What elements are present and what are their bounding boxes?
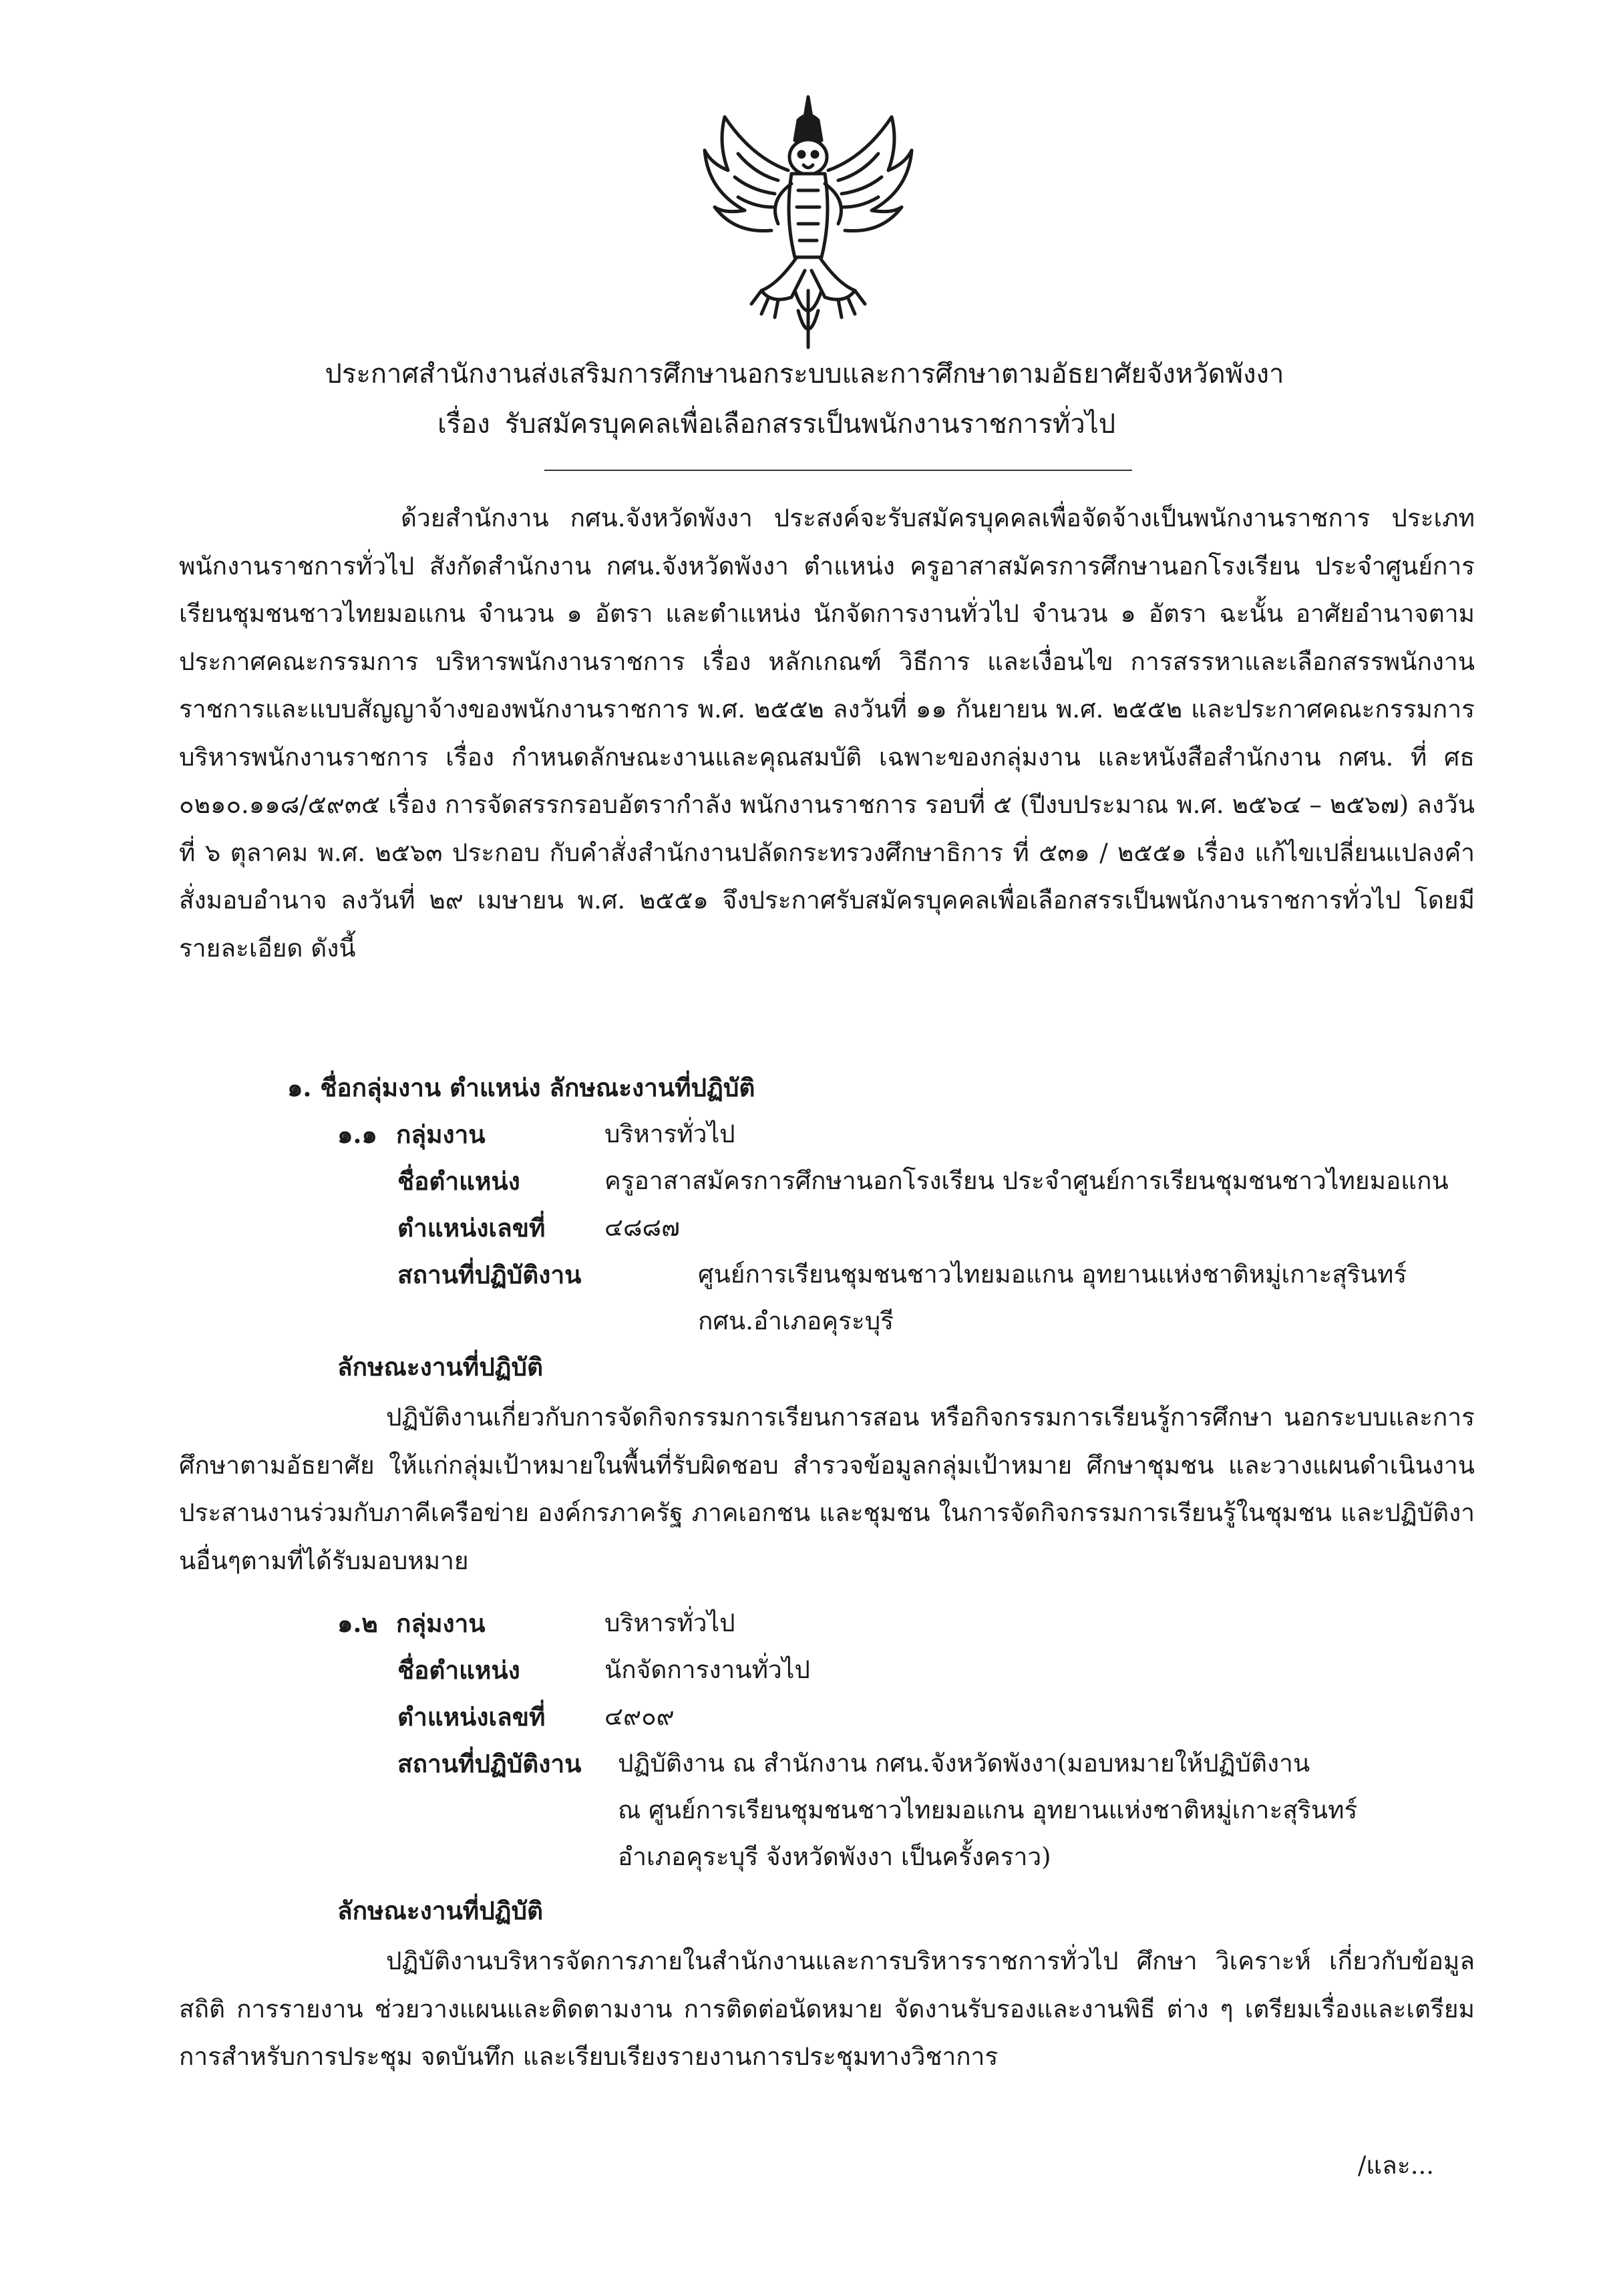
- position-label: ชื่อตำแหน่ง: [397, 1655, 520, 1685]
- intro-paragraph: ด้วยสำนักงาน กศน.จังหวัดพังงา ประสงค์จะรับสมัครบุคคลเพื่อจัดจ้างเป็นพนักงานราชการ ประเภทพนักงานราชการทั่วไป สังกัดสำนักงาน กศน.จังหวัดพังงา ตำแหน่ง ครูอาสาสมัครการศึกษานอกโรงเรียน ประจำศูนย์การเรียนชุมชนชาวไทยมอแกน จำนวน ๑ อัตรา และตำแหน่ง นักจัดการงานทั่วไป จำนวน ๑ อัตรา ฉะนั้น อาศัยอำนาจตามประกาศคณะกรรมการ บริหารพนักงานราชการ เรื่อง หลักเกณฑ์ วิธีการ และเงื่อนไข การสรรหาและเลือกสรรพนักงานราชการและแบบสัญญาจ้างของพนักงานราชการ พ.ศ. ๒๕๕๒ ลงวันที่ ๑๑ กันยายน พ.ศ. ๒๕๕๒ และประกาศคณะกรรมการบริหารพนักงานราชการ เรื่อง กำหนดลักษณะงานและคุณสมบัติ เฉพาะของกลุ่มงาน และหนังสือสำนักงาน กศน. ที่ ศธ ๐๒๑๐.๑๑๘/๕๙๓๕ เรื่อง การจัดสรรกรอบอัตรากำลัง พนักงานราชการ รอบที่ ๕ (ปีงบประมาณ พ.ศ. ๒๕๖๔ – ๒๕๖๗) ลงวันที่ ๖ ตุลาคม พ.ศ. ๒๕๖๓ ประกอบ กับคำสั่งสำนักงานปลัดกระทรวงศึกษาธิการ ที่ ๕๓๑ / ๒๕๕๑ เรื่อง แก้ไขเปลี่ยนแปลงคำสั่งมอบอำนาจ ลงวันที่ ๒๙ เมษายน พ.ศ. ๒๕๕๑ จึงประกาศรับสมัครบุคคลเพื่อเลือกสรรเป็นพนักงานราชการทั่วไป โดยมี รายละเอียด ดังนี้: [179, 504, 1475, 963]
- item-1-1-position-value: ครูอาสาสมัครการศึกษานอกโรงเรียน ประจำศูนย์การเรียนชุมชนชาวไทยมอแกน: [604, 1166, 1449, 1195]
- announcement-title: ประกาศสำนักงานส่งเสริมการศึกษานอกระบบและการศึกษาตามอัธยาศัยจังหวัดพังงา: [325, 359, 1284, 389]
- item-1-1-group-row: [337, 1114, 486, 1154]
- page-continuation: /และ...: [1357, 2151, 1434, 2180]
- position-number-label: ตำแหน่งเลขที่: [397, 1213, 546, 1243]
- title-divider: [544, 470, 1132, 471]
- position-number-label: ตำแหน่งเลขที่: [397, 1702, 546, 1732]
- group-label: กลุ่มงาน: [396, 1120, 486, 1149]
- item-1-1-features-heading: ลักษณะงานที่ปฏิบัติ: [337, 1352, 544, 1381]
- item-1-2-location-line-2: ณ ศูนย์การเรียนชุมชนชาวไทยมอแกน อุทยานแห่งชาติหมู่เกาะสุรินทร์: [618, 1796, 1358, 1824]
- section-1-heading: ๑. ชื่อกลุ่มงาน ตำแหน่ง ลักษณะงานที่ปฏิบัติ: [287, 1073, 755, 1102]
- item-1-2-group-row: [337, 1603, 486, 1643]
- item-1-2-location-line-3: อำเภอคุระบุรี จังหวัดพังงา เป็นครั้งคราว): [618, 1842, 1051, 1871]
- location-label: สถานที่ปฏิบัติงาน: [397, 1749, 582, 1778]
- location-label: สถานที่ปฏิบัติงาน: [397, 1260, 582, 1289]
- item-1-1-number: ๑.๑: [337, 1120, 377, 1149]
- announcement-subject: [437, 404, 1506, 444]
- item-1-1-group-value: บริหารทั่วไป: [604, 1120, 735, 1148]
- subject-label: เรื่อง: [437, 409, 490, 440]
- item-1-1-location-line-2: กศน.อำเภอคุระบุรี: [698, 1307, 894, 1335]
- item-1-2-location-line-1: ปฏิบัติงาน ณ สำนักงาน กศน.จังหวัดพังงา(มอบหมายให้ปฏิบัติงาน: [618, 1749, 1310, 1778]
- item-1-2-position-value: นักจัดการงานทั่วไป: [604, 1655, 810, 1684]
- item-1-1-number-value: ๔๘๘๗: [604, 1213, 680, 1242]
- position-label: ชื่อตำแหน่ง: [397, 1166, 520, 1196]
- item-1-1-location-line-1: ศูนย์การเรียนชุมชนชาวไทยมอแกน อุทยานแห่งชาติหมู่เกาะสุรินทร์: [698, 1260, 1407, 1289]
- item-1-2-number-value: ๔๙๐๙: [604, 1702, 675, 1731]
- item-1-2-features-heading: ลักษณะงานที่ปฏิบัติ: [337, 1896, 544, 1925]
- item-1-2-features-text: ปฏิบัติงานบริหารจัดการภายในสำนักงานและการบริหารราชการทั่วไป ศึกษา วิเคราะห์ เกี่ยวกับข้อมูล สถิติ การรายงาน ช่วยวางแผนและติดตามงาน การติดต่อนัดหมาย จัดงานรับรองและงานพิธี ต่าง ๆ เตรียมเรื่องและเตรียมการสำหรับการประชุม จดบันทึก และเรียบเรียงรายงานการประชุมทางวิชาการ: [179, 1947, 1475, 2071]
- subject-text: รับสมัครบุคคลเพื่อเลือกสรรเป็นพนักงานราชการทั่วไป: [504, 409, 1116, 440]
- group-label: กลุ่มงาน: [396, 1609, 486, 1638]
- item-1-1-features-text: ปฏิบัติงานเกี่ยวกับการจัดกิจกรรมการเรียนการสอน หรือกิจกรรมการเรียนรู้การศึกษา นอกระบบและการศึกษาตามอัธยาศัย ให้แก่กลุ่มเป้าหมายในพื้นที่รับผิดชอบ สำรวจข้อมูลกลุ่มเป้าหมาย ศึกษาชุมชน และวางแผนดำเนินงาน ประสานงานร่วมกับภาคีเครือข่าย องค์กรภาครัฐ ภาคเอกชน และชุมชน ในการจัดกิจกรรมการเรียนรู้ในชุมชน และปฏิบัติงานอื่นๆตามที่ได้รับมอบหมาย: [179, 1403, 1475, 1575]
- item-1-2-number: ๑.๒: [337, 1609, 378, 1638]
- item-1-2-group-value: บริหารทั่วไป: [604, 1609, 735, 1637]
- garuda-emblem-icon: [698, 90, 918, 354]
